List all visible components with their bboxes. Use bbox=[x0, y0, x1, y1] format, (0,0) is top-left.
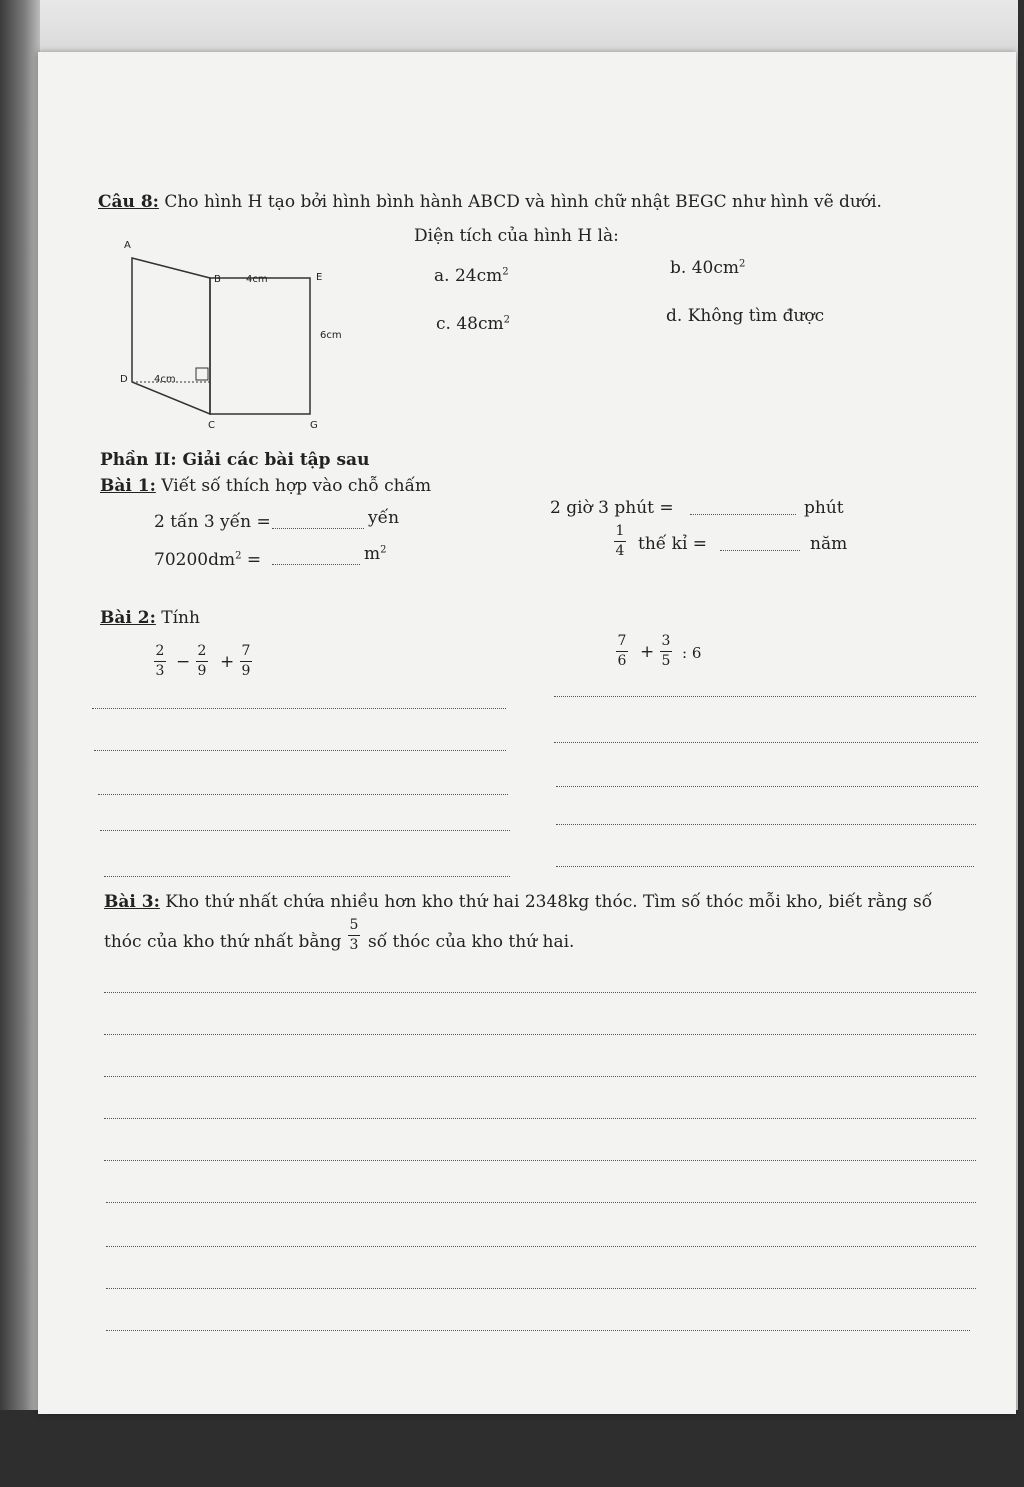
bai3-line-3[interactable] bbox=[104, 1076, 976, 1077]
e2-tail: : 6 bbox=[682, 644, 702, 662]
option-b-prefix: b. bbox=[670, 258, 687, 278]
fraction-bar bbox=[616, 651, 628, 652]
fraction-bar bbox=[660, 651, 672, 652]
bai1-q1-blank[interactable] bbox=[272, 528, 364, 529]
label-g: G bbox=[310, 420, 318, 431]
bai1-q2-unit bbox=[364, 544, 387, 564]
label-b: B bbox=[214, 274, 221, 285]
fraction-bar bbox=[348, 935, 360, 936]
rectangle-begc bbox=[210, 278, 310, 414]
fraction-bar bbox=[614, 541, 626, 542]
option-a bbox=[434, 266, 509, 286]
bai3-text2b: số thóc của kho thứ hai. bbox=[368, 932, 575, 952]
bai1-q2-unit-exp: 2 bbox=[380, 544, 387, 556]
option-a-exp: 2 bbox=[502, 266, 509, 278]
bai1-q1-left: 2 tấn 3 yến = bbox=[154, 512, 271, 532]
option-b bbox=[670, 258, 745, 278]
bai1-q2-left bbox=[154, 550, 261, 570]
label-e: E bbox=[316, 272, 323, 283]
bai1-q2-exp: 2 bbox=[235, 550, 242, 562]
option-c-prefix: c. bbox=[436, 314, 451, 334]
bai1-q4-unit: năm bbox=[810, 534, 848, 554]
parallelogram-abcd bbox=[132, 258, 210, 414]
option-c bbox=[436, 314, 510, 334]
bai1-q2-value: 70200dm bbox=[154, 550, 236, 570]
bai3-line-6[interactable] bbox=[106, 1202, 976, 1203]
bai1-q3-blank[interactable] bbox=[690, 514, 796, 515]
bai2-right-line-5[interactable] bbox=[556, 866, 974, 867]
e1-d3: 9 bbox=[241, 662, 251, 679]
bai3-line-4[interactable] bbox=[104, 1118, 976, 1119]
bai2-heading bbox=[100, 608, 200, 628]
label-len-be: 4cm bbox=[246, 274, 268, 285]
fraction-bar bbox=[196, 661, 208, 662]
bai1-q4-den: 4 bbox=[615, 542, 625, 559]
bai3-frac-den: 3 bbox=[349, 936, 359, 953]
bai3-line-1[interactable] bbox=[104, 992, 976, 993]
bai3-fraction bbox=[348, 918, 360, 952]
e1-op1: − bbox=[176, 652, 191, 672]
bai2-left-line-4[interactable] bbox=[100, 830, 510, 831]
e1-n2: 2 bbox=[197, 643, 207, 659]
e2-frac2 bbox=[660, 634, 672, 668]
cau8-question: Diện tích của hình H là: bbox=[414, 226, 619, 246]
bai3-line-2[interactable] bbox=[104, 1034, 976, 1035]
bai1-q4-fraction bbox=[614, 524, 626, 558]
label-d: D bbox=[120, 374, 128, 385]
option-b-exp: 2 bbox=[738, 258, 746, 270]
background-left bbox=[0, 0, 40, 1487]
part2-title: Phần II: Giải các bài tập sau bbox=[100, 450, 370, 470]
label-len-dc: 4cm bbox=[154, 374, 176, 385]
option-a-prefix: a. bbox=[434, 266, 450, 286]
e2-n1: 7 bbox=[617, 633, 627, 649]
bai3-line-5[interactable] bbox=[104, 1160, 976, 1161]
bai2-right-line-3[interactable] bbox=[556, 786, 978, 787]
bai2-label: Bài 2: bbox=[100, 608, 156, 628]
e2-op1: + bbox=[640, 642, 655, 662]
bai1-heading bbox=[100, 476, 431, 496]
e1-d1: 3 bbox=[155, 662, 165, 679]
bai2-left-line-5[interactable] bbox=[104, 876, 510, 877]
bai3-text1: Kho thứ nhất chứa nhiều hơn kho thứ hai 2348kg thóc. Tìm số thóc mỗi kho, biết rằng số bbox=[165, 892, 933, 912]
bai2-text: Tính bbox=[161, 608, 200, 628]
e1-d2: 9 bbox=[197, 662, 207, 679]
bai1-text: Viết số thích hợp vào chỗ chấm bbox=[161, 476, 432, 496]
bai2-right-line-4[interactable] bbox=[556, 824, 976, 825]
bai2-left-line-1[interactable] bbox=[92, 708, 506, 709]
e1-op2: + bbox=[220, 652, 235, 672]
e2-d2: 5 bbox=[661, 652, 671, 669]
e2-n2: 3 bbox=[661, 633, 671, 649]
cau8-text: Cho hình H tạo bởi hình bình hành ABCD và hình chữ nhật BEGC như hình vẽ dưới. bbox=[164, 192, 882, 212]
bai1-q4-num: 1 bbox=[615, 523, 625, 539]
bai1-q2-blank[interactable] bbox=[272, 564, 360, 565]
bai3-heading bbox=[104, 892, 932, 912]
bai3-frac-num: 5 bbox=[349, 917, 359, 933]
bai1-q2-unit-value: m bbox=[364, 544, 381, 564]
bai1-q2-eq: = bbox=[246, 550, 262, 570]
bai1-label: Bài 1: bbox=[100, 476, 156, 496]
bai3-line-9[interactable] bbox=[106, 1330, 970, 1331]
cau8-label: Câu 8: bbox=[98, 192, 159, 212]
fraction-bar bbox=[154, 661, 166, 662]
label-len-eg: 6cm bbox=[320, 330, 342, 341]
bai1-q3-left: 2 giờ 3 phút = bbox=[550, 498, 674, 518]
label-a: A bbox=[124, 240, 131, 251]
cau8-heading bbox=[98, 192, 882, 212]
e1-frac2 bbox=[196, 644, 208, 678]
fraction-bar bbox=[240, 661, 252, 662]
background-top bbox=[0, 0, 1024, 60]
bai2-left-line-3[interactable] bbox=[98, 794, 508, 795]
e2-d1: 6 bbox=[617, 652, 627, 669]
bai2-right-line-1[interactable] bbox=[554, 696, 976, 697]
bai3-line-8[interactable] bbox=[106, 1288, 976, 1289]
option-a-value: 24cm bbox=[454, 266, 503, 286]
option-b-value: 40cm bbox=[691, 258, 739, 278]
right-angle-mark bbox=[196, 368, 208, 380]
bai1-q4-text: thế kỉ = bbox=[638, 534, 708, 554]
bai1-q3-unit: phút bbox=[804, 498, 844, 518]
bai3-text2a: thóc của kho thứ nhất bằng bbox=[104, 932, 342, 952]
label-c: C bbox=[208, 420, 215, 431]
option-c-exp: 2 bbox=[503, 314, 510, 326]
option-c-value: 48cm bbox=[456, 314, 504, 334]
worksheet-paper bbox=[38, 52, 1016, 1414]
bai3-line-7[interactable] bbox=[106, 1246, 976, 1247]
background-bottom bbox=[0, 1410, 1024, 1487]
bai2-left-line-2[interactable] bbox=[94, 750, 506, 751]
bai2-right-line-2[interactable] bbox=[554, 742, 978, 743]
bai1-q4-blank[interactable] bbox=[720, 550, 800, 551]
bai3-label: Bài 3: bbox=[104, 892, 160, 912]
e1-frac1 bbox=[154, 644, 166, 678]
e1-frac3 bbox=[240, 644, 252, 678]
bai1-q1-unit: yến bbox=[368, 508, 400, 528]
e1-n1: 2 bbox=[155, 643, 165, 659]
e2-frac1 bbox=[616, 634, 628, 668]
figure-h bbox=[114, 238, 354, 438]
e1-n3: 7 bbox=[241, 643, 251, 659]
option-d: d. Không tìm được bbox=[666, 306, 825, 326]
background-right bbox=[1018, 0, 1024, 1487]
